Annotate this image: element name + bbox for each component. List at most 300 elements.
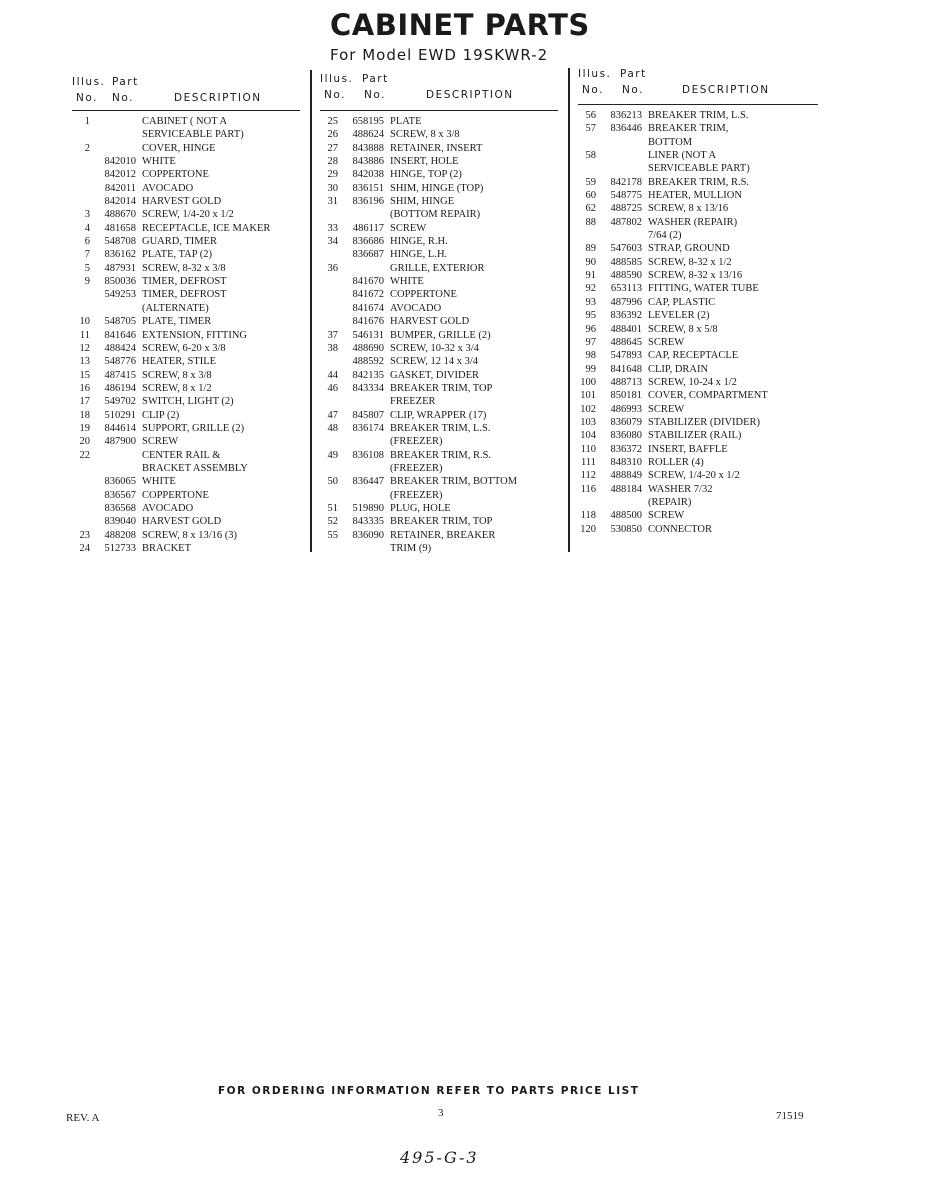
part-number: 844614 [104,422,136,434]
part-number [342,489,390,502]
table-row [72,195,300,208]
illus-number: 52 [327,516,338,528]
illus-number: 12 [79,342,90,354]
illus-number: 90 [585,256,596,268]
table-row [72,222,300,235]
description: SCREW, 8 x 13/16 [648,203,729,215]
description: SCREW, 8 x 5/8 [648,323,718,335]
illus-number: 110 [580,443,596,455]
description: (REPAIR) [648,496,692,508]
description: RECEPTACLE, ICE MAKER [142,222,271,234]
illus-number: 13 [79,356,90,368]
table-row [72,422,300,435]
illus-number: 10 [79,316,90,328]
table-row [578,323,818,336]
description: SHIM, HINGE [390,196,455,208]
part-number: 519890 [352,502,384,514]
part-number: 488401 [610,323,642,335]
description: PLATE, TIMER [142,316,212,328]
description: HEATER, STILE [142,356,217,368]
table-row [72,155,300,168]
description: BREAKER TRIM, L.S. [648,110,749,121]
illus-number: 55 [327,529,338,541]
part-number: 836090 [352,529,384,541]
illus-number: 6 [84,236,90,248]
table-row [320,369,558,382]
table-row [72,235,300,248]
illus-number: 44 [327,369,338,381]
table-row [320,542,558,555]
description: BREAKER TRIM, [648,123,729,135]
illus-number [320,208,342,221]
table-row [320,288,558,301]
description: BREAKER TRIM, TOP [390,382,493,394]
description: (ALTERNATE) [142,302,209,314]
table-row [72,115,300,128]
table-row [578,336,818,349]
table-row [72,529,300,542]
parts-column-2 [320,68,558,555]
part-number: 488725 [610,203,642,215]
table-row [578,296,818,309]
part-number [94,449,142,462]
description: HEATER, MULLION [648,190,742,202]
illus-number: 59 [585,176,596,188]
illus-number [72,502,94,515]
part-number: 836447 [352,476,384,488]
description: SCREW, 10-32 x 3/4 [390,342,479,354]
table-row [578,242,818,255]
illus-number [578,162,600,175]
table-row [72,409,300,422]
illus-number: 91 [585,270,596,282]
description: CAP, RECEPTACLE [648,350,739,362]
part-number: 836446 [610,123,642,135]
table-row [578,162,818,175]
part-number [342,208,390,221]
description: (FREEZER) [390,436,443,448]
illus-number: 60 [585,190,596,202]
part-number: 486194 [104,382,136,394]
table-row [72,128,300,141]
part-number: 836108 [352,449,384,461]
description: BREAKER TRIM, L.S. [390,422,491,434]
illus-number: 57 [585,123,596,135]
illus-number [320,275,342,288]
header-part-no: No. [112,92,134,104]
table-row [72,395,300,408]
illus-number [72,515,94,528]
part-number [94,142,142,155]
part-number: 836567 [104,489,136,501]
table-row [320,182,558,195]
table-row [578,416,818,429]
description: INSERT, HOLE [390,156,459,168]
part-number: 836686 [352,236,384,248]
table-row [320,342,558,355]
illus-number: 56 [585,110,596,121]
part-number: 547603 [610,243,642,255]
table-row [320,435,558,448]
illus-number [72,489,94,502]
illus-number: 16 [79,382,90,394]
table-row [578,483,818,496]
description: CAP, PLASTIC [648,296,716,308]
part-number: 841676 [352,316,384,328]
part-number: 548708 [104,236,136,248]
header-part: Part [362,73,389,85]
part-number [342,435,390,448]
table-row [578,429,818,442]
table-row [72,342,300,355]
illus-number [72,288,94,301]
illus-number: 31 [327,196,338,208]
table-row [72,329,300,342]
table-row [72,515,300,528]
description: EXTENSION, FITTING [142,329,247,341]
illus-number: 15 [79,369,90,381]
part-number: 488713 [610,376,642,388]
part-number: 842014 [104,196,136,208]
description: BREAKER TRIM, R.S. [390,449,492,461]
part-number: 488500 [610,510,642,522]
illus-number: 49 [327,449,338,461]
description: (FREEZER) [390,489,443,501]
illus-number: 112 [580,470,596,482]
table-row [320,489,558,502]
part-number: 510291 [104,409,136,421]
description: TIMER, DEFROST [142,276,227,288]
part-number: 836687 [352,249,384,261]
illus-number [320,435,342,448]
illus-number: 22 [79,449,90,461]
table-row [320,128,558,141]
illus-number [320,248,342,261]
part-number: 842135 [352,369,384,381]
part-number: 487802 [610,216,642,228]
description: PLUG, HOLE [390,502,451,514]
part-number: 842011 [104,182,136,194]
table-row [578,376,818,389]
illus-number: 17 [79,396,90,408]
table-row [578,202,818,215]
header-illus: Illus. [320,73,354,85]
table-row [578,109,818,122]
illus-number: 111 [581,456,596,468]
illus-number [320,315,342,328]
part-number: 843888 [352,142,384,154]
column-header [320,68,558,111]
part-number: 488849 [610,470,642,482]
part-number: 488585 [610,256,642,268]
table-row [578,456,818,469]
header-part: Part [620,68,647,80]
table-row [320,422,558,435]
illus-number: 7 [84,249,90,261]
part-number: 487900 [104,436,136,448]
description: SCREW, 10-24 x 1/2 [648,376,737,388]
table-row [320,168,558,181]
table-row [578,403,818,416]
part-number [94,115,142,128]
description: BRACKET ASSEMBLY [142,462,248,474]
illus-number [320,489,342,502]
header-illus-no: No. [582,84,604,96]
part-number: 836372 [610,443,642,455]
part-number [94,128,142,141]
handwritten-note: 495-G-3 [400,1148,479,1167]
description: CABINET ( NOT A [142,116,228,127]
table-row [72,502,300,515]
description: SCREW, 1/4-20 x 1/2 [648,470,740,482]
part-number [342,542,390,555]
description: COPPERTONE [142,169,209,181]
description: CLIP, DRAIN [648,363,709,375]
illus-number: 9 [84,276,90,288]
illus-number: 26 [327,129,338,141]
table-row [320,502,558,515]
illus-number: 62 [585,203,596,215]
table-row [578,269,818,282]
table-row [578,189,818,202]
column-header [578,64,818,105]
description: HARVEST GOLD [142,516,222,528]
description: SCREW [648,510,685,522]
part-number [600,162,648,175]
illus-number: 104 [580,430,596,442]
table-row [72,475,300,488]
description: CLIP, WRAPPER (17) [390,409,487,421]
part-number: 488624 [352,129,384,141]
illus-number: 92 [585,283,596,295]
description: SHIM, HINGE (TOP) [390,182,484,194]
description: SCREW [648,403,685,415]
table-row [72,542,300,555]
description: COVER, HINGE [142,142,216,154]
header-part: Part [112,76,139,88]
illus-number: 19 [79,422,90,434]
illus-number: 98 [585,350,596,362]
part-number [342,395,390,408]
table-row [320,262,558,275]
description: HARVEST GOLD [142,196,222,208]
table-row [320,248,558,261]
header-part-no: No. [364,89,386,101]
part-number: 836392 [610,310,642,322]
table-row [320,115,558,128]
part-number: 836162 [104,249,136,261]
description: RETAINER, INSERT [390,142,483,154]
part-number: 841672 [352,289,384,301]
header-description: DESCRIPTION [174,92,262,104]
illus-number: 3 [84,209,90,221]
description: (FREEZER) [390,462,443,474]
illus-number: 37 [327,329,338,341]
table-row [578,469,818,482]
part-number: 836065 [104,476,136,488]
illus-number: 5 [84,262,90,274]
part-number: 850036 [104,276,136,288]
part-number: 836151 [352,182,384,194]
illus-number [72,182,94,195]
parts-rows [578,109,818,536]
table-row [578,309,818,322]
page-number: 3 [438,1107,444,1119]
part-number: 530850 [610,523,642,535]
column-divider-1 [310,70,312,552]
table-row [72,248,300,261]
table-row [320,329,558,342]
description: ROLLER (4) [648,456,704,468]
description: STRAP, GROUND [648,243,730,255]
header-illus: Illus. [578,68,612,80]
description: BREAKER TRIM, TOP [390,516,493,528]
illus-number [72,462,94,475]
illus-number: 4 [84,222,90,234]
part-number: 488208 [104,529,136,541]
description: SCREW, 1/4-20 x 1/2 [142,209,234,221]
table-row [320,142,558,155]
part-number: 836196 [352,196,384,208]
description: SERVICEABLE PART) [648,163,750,175]
description: RETAINER, BREAKER [390,529,496,541]
description: INSERT, BAFFLE [648,443,728,455]
part-number: 841670 [352,276,384,288]
description: HINGE, L.H. [390,249,448,261]
illus-number: 27 [327,142,338,154]
description: CENTER RAIL & [142,449,221,461]
description: SERVICEABLE PART) [142,129,244,141]
illus-number [320,302,342,315]
illus-number: 33 [327,222,338,234]
description: SCREW [648,336,685,348]
table-row [320,355,558,368]
description: SCREW, 8 x 13/16 (3) [142,529,237,541]
description: COPPERTONE [142,489,209,501]
illus-number: 46 [327,382,338,394]
illus-number: 102 [580,403,596,415]
table-row [578,509,818,522]
description: SCREW, 8 x 3/8 [142,369,212,381]
description: HINGE, R.H. [390,236,448,248]
table-row [578,349,818,362]
illus-number: 96 [585,323,596,335]
description: BUMPER, GRILLE (2) [390,329,491,341]
column-header [72,68,300,111]
table-row [578,443,818,456]
table-row [578,176,818,189]
illus-number: 29 [327,169,338,181]
part-number: 842010 [104,156,136,168]
description: SCREW, 6-20 x 3/8 [142,342,226,354]
table-row [578,136,818,149]
table-row [320,409,558,422]
table-row [72,449,300,462]
table-row [320,395,558,408]
table-row [72,168,300,181]
part-number: 549702 [104,396,136,408]
illus-number: 93 [585,296,596,308]
table-row [320,302,558,315]
part-number: 653113 [610,283,642,295]
part-number: 549253 [104,289,136,301]
part-number: 850181 [610,390,642,402]
header-illus: Illus. [72,76,106,88]
table-row [72,315,300,328]
part-number: 488670 [104,209,136,221]
description: SUPPORT, GRILLE (2) [142,422,245,434]
part-number: 843334 [352,382,384,394]
part-number: 487931 [104,262,136,274]
illus-number: 88 [585,216,596,228]
description: SCREW, 8-32 x 13/16 [648,270,743,282]
description: WASHER (REPAIR) [648,216,738,228]
illus-number: 48 [327,422,338,434]
illus-number [72,168,94,181]
illus-number [72,475,94,488]
illus-number: 120 [580,523,596,535]
part-number: 488592 [352,356,384,368]
part-number [600,496,648,509]
description: SWITCH, LIGHT (2) [142,396,234,408]
part-number: 547893 [610,350,642,362]
description: STABILIZER (RAIL) [648,430,742,442]
part-number: 843886 [352,156,384,168]
description: AVOCADO [142,502,194,514]
illus-number [578,496,600,509]
table-row [72,489,300,502]
table-row [578,216,818,229]
table-row [320,529,558,542]
description: BREAKER TRIM, R.S. [648,176,750,188]
table-row [72,208,300,221]
part-number: 848310 [610,456,642,468]
part-number [342,462,390,475]
description: WHITE [142,476,176,488]
table-row [320,315,558,328]
part-number: 836174 [352,422,384,434]
parts-rows [320,115,558,555]
header-part-no: No. [622,84,644,96]
part-number [342,262,390,275]
illus-number: 25 [327,116,338,127]
table-row [72,355,300,368]
description: GRILLE, EXTERIOR [390,262,485,274]
part-number [600,136,648,149]
part-number [600,149,648,162]
illus-number: 20 [79,436,90,448]
table-row [320,475,558,488]
description: CLIP (2) [142,409,180,421]
header-description: DESCRIPTION [682,84,770,96]
table-row [320,462,558,475]
part-number: 842178 [610,176,642,188]
part-number: 841646 [104,329,136,341]
table-row [72,302,300,315]
model-subtitle: For Model EWD 19SKWR-2 [330,46,549,64]
table-row [72,275,300,288]
revision-label: REV. A [66,1112,100,1124]
description: BREAKER TRIM, BOTTOM [390,476,518,488]
table-row [320,449,558,462]
illus-number: 1 [84,116,90,127]
description: BRACKET [142,543,192,554]
part-number: 843335 [352,516,384,528]
description: HARVEST GOLD [390,316,470,328]
description: WHITE [142,156,176,168]
illus-number [320,395,342,408]
part-number: 836213 [610,110,642,121]
